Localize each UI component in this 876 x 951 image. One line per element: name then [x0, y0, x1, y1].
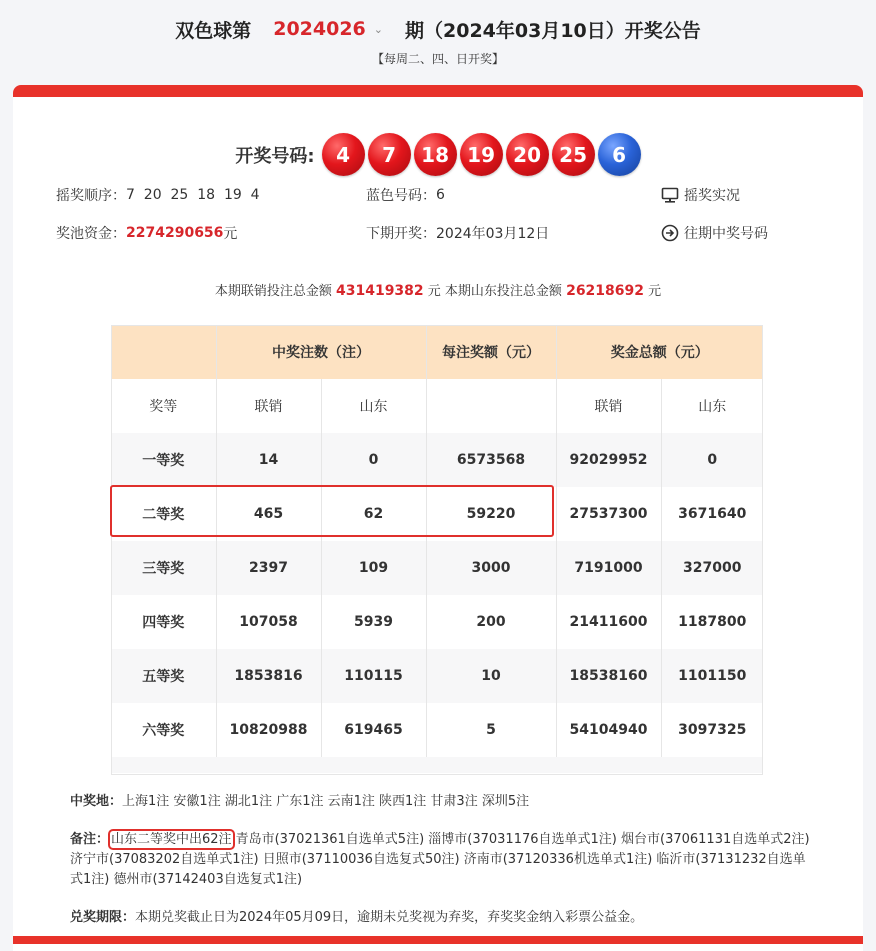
total-shan: 0: [661, 433, 763, 487]
table-row: [111, 649, 763, 703]
prize-table: [111, 325, 763, 773]
count-shan: 0: [321, 433, 426, 487]
prize-level: 六等奖: [111, 703, 216, 757]
table-row: [111, 487, 763, 541]
prize-pool-label: 奖池资金：: [56, 226, 126, 242]
claim-deadline-text: 本期兑奖截止日为2024年05月09日，逾期未兑奖视为弃奖，弃奖奖金纳入彩票公益金。: [135, 910, 644, 925]
card-bottom-bar: [13, 936, 863, 944]
count-shan: 62: [321, 487, 426, 541]
monitor-icon: [661, 186, 679, 204]
count-shan: 5939: [321, 595, 426, 649]
remark-highlight: 山东二等奖中出62注: [111, 832, 232, 847]
per-prize: 59220: [426, 487, 556, 541]
prize-pool-value: 2274290656: [126, 225, 224, 241]
prize-level: 五等奖: [111, 649, 216, 703]
total-lian: 18538160: [556, 649, 661, 703]
prize-level: 四等奖: [111, 595, 216, 649]
count-lian: 465: [216, 487, 321, 541]
table-row: [111, 595, 763, 649]
red-ball: 25: [552, 133, 595, 176]
remarks-label: 备注：: [70, 832, 110, 847]
shandong-sales-value: 26218692: [566, 283, 645, 299]
red-ball: 20: [506, 133, 549, 176]
totals-text: 本期联销投注总金额: [214, 284, 332, 299]
totals-text: 元: [648, 284, 662, 299]
red-ball: 7: [368, 133, 411, 176]
totals-text: 元 本期山东投注总金额: [427, 284, 562, 299]
table-header-shan: 山东: [321, 379, 426, 433]
draw-order-value: 7 20 25 18 19 4: [126, 187, 260, 203]
count-lian: 10820988: [216, 703, 321, 757]
total-lian: 21411600: [556, 595, 661, 649]
total-sales-value: 431419382: [335, 283, 424, 299]
table-footer: [111, 757, 763, 773]
total-lian: 7191000: [556, 541, 661, 595]
next-draw-value: 2024年03月12日: [436, 226, 550, 242]
table-header-shan: 山东: [661, 379, 763, 433]
total-shan: 3671640: [661, 487, 763, 541]
live-link-label[interactable]: 摇奖实况: [684, 188, 740, 204]
table-row: [111, 433, 763, 487]
table-header-blank: [111, 325, 216, 379]
issue-select[interactable]: 2024026: [273, 18, 366, 40]
total-lian: 92029952: [556, 433, 661, 487]
total-lian: 27537300: [556, 487, 661, 541]
chevron-down-icon[interactable]: ⌄: [373, 22, 383, 36]
blue-number-value: 6: [436, 187, 445, 203]
blue-ball: 6: [598, 133, 641, 176]
count-lian: 2397: [216, 541, 321, 595]
per-prize: 5: [426, 703, 556, 757]
table-header-lian: 联销: [556, 379, 661, 433]
red-ball: 18: [414, 133, 457, 176]
page-title: [0, 14, 876, 44]
table-header-level: 奖等: [111, 379, 216, 433]
per-prize: 6573568: [426, 433, 556, 487]
remarks: [70, 830, 810, 890]
history-link[interactable]: [661, 223, 768, 243]
next-draw: [366, 223, 549, 243]
win-locations-text: 上海1注 安徽1注 湖北1注 广东1注 云南1注 陕西1注 甘肃3注 深圳5注: [122, 794, 530, 809]
table-row: [111, 541, 763, 595]
sales-totals: [13, 280, 863, 299]
red-ball: 19: [460, 133, 503, 176]
prize-level: 一等奖: [111, 433, 216, 487]
total-shan: 327000: [661, 541, 763, 595]
table-header-count: 中奖注数（注）: [216, 325, 426, 379]
per-prize: 10: [426, 649, 556, 703]
table-footer-cell: [111, 757, 763, 773]
table-header-total: 奖金总额（元）: [556, 325, 763, 379]
draw-order-label: 摇奖顺序：: [56, 188, 126, 204]
count-lian: 14: [216, 433, 321, 487]
result-card: [13, 85, 863, 951]
blue-number-label: 蓝色号码：: [366, 188, 436, 204]
draw-order: [56, 185, 260, 205]
title-suffix: 期（2024年03月10日）开奖公告: [405, 19, 701, 42]
table-header-empty: [426, 379, 556, 433]
claim-deadline-label: 兑奖期限：: [70, 910, 136, 925]
total-shan: 1187800: [661, 595, 763, 649]
history-link-label[interactable]: 往期中奖号码: [684, 226, 768, 242]
draw-numbers: [13, 133, 863, 176]
table-header-lian: 联销: [216, 379, 321, 433]
table-row: [111, 703, 763, 757]
count-shan: 619465: [321, 703, 426, 757]
count-lian: 1853816: [216, 649, 321, 703]
draw-label: 开奖号码:: [235, 145, 315, 167]
count-lian: 107058: [216, 595, 321, 649]
title-prefix: 双色球第: [175, 19, 252, 42]
prize-level: 三等奖: [111, 541, 216, 595]
per-prize: 200: [426, 595, 556, 649]
total-shan: 3097325: [661, 703, 763, 757]
count-shan: 110115: [321, 649, 426, 703]
count-shan: 109: [321, 541, 426, 595]
arrow-circle-icon: [661, 224, 679, 242]
next-draw-label: 下期开奖：: [366, 226, 436, 242]
prize-pool: [56, 223, 237, 243]
blue-number: [366, 185, 445, 205]
prize-level: 二等奖: [111, 487, 216, 541]
remarks-text: 青岛市(37021361自选单式5注) 淄博市(37031176自选单式1注) 烟台市(37061131自选单式2注) 济宁市(37083202自选单式1注) 日照市(37110036自选复式50注) 济南市(37120336机选单式1注) 临沂市(37131232自选单式1注) 德州市(37142403自选复式1注): [70, 832, 810, 887]
live-link[interactable]: [661, 185, 740, 205]
win-locations-label: 中奖地：: [70, 794, 123, 809]
table-header-per: 每注奖额（元）: [426, 325, 556, 379]
total-shan: 1101150: [661, 649, 763, 703]
total-lian: 54104940: [556, 703, 661, 757]
draw-schedule: 【每周二、四、日开奖】: [371, 52, 504, 66]
per-prize: 3000: [426, 541, 556, 595]
win-locations: [70, 792, 810, 812]
red-ball: 4: [322, 133, 365, 176]
prize-pool-unit: 元: [223, 226, 238, 242]
claim-deadline: [70, 908, 810, 928]
